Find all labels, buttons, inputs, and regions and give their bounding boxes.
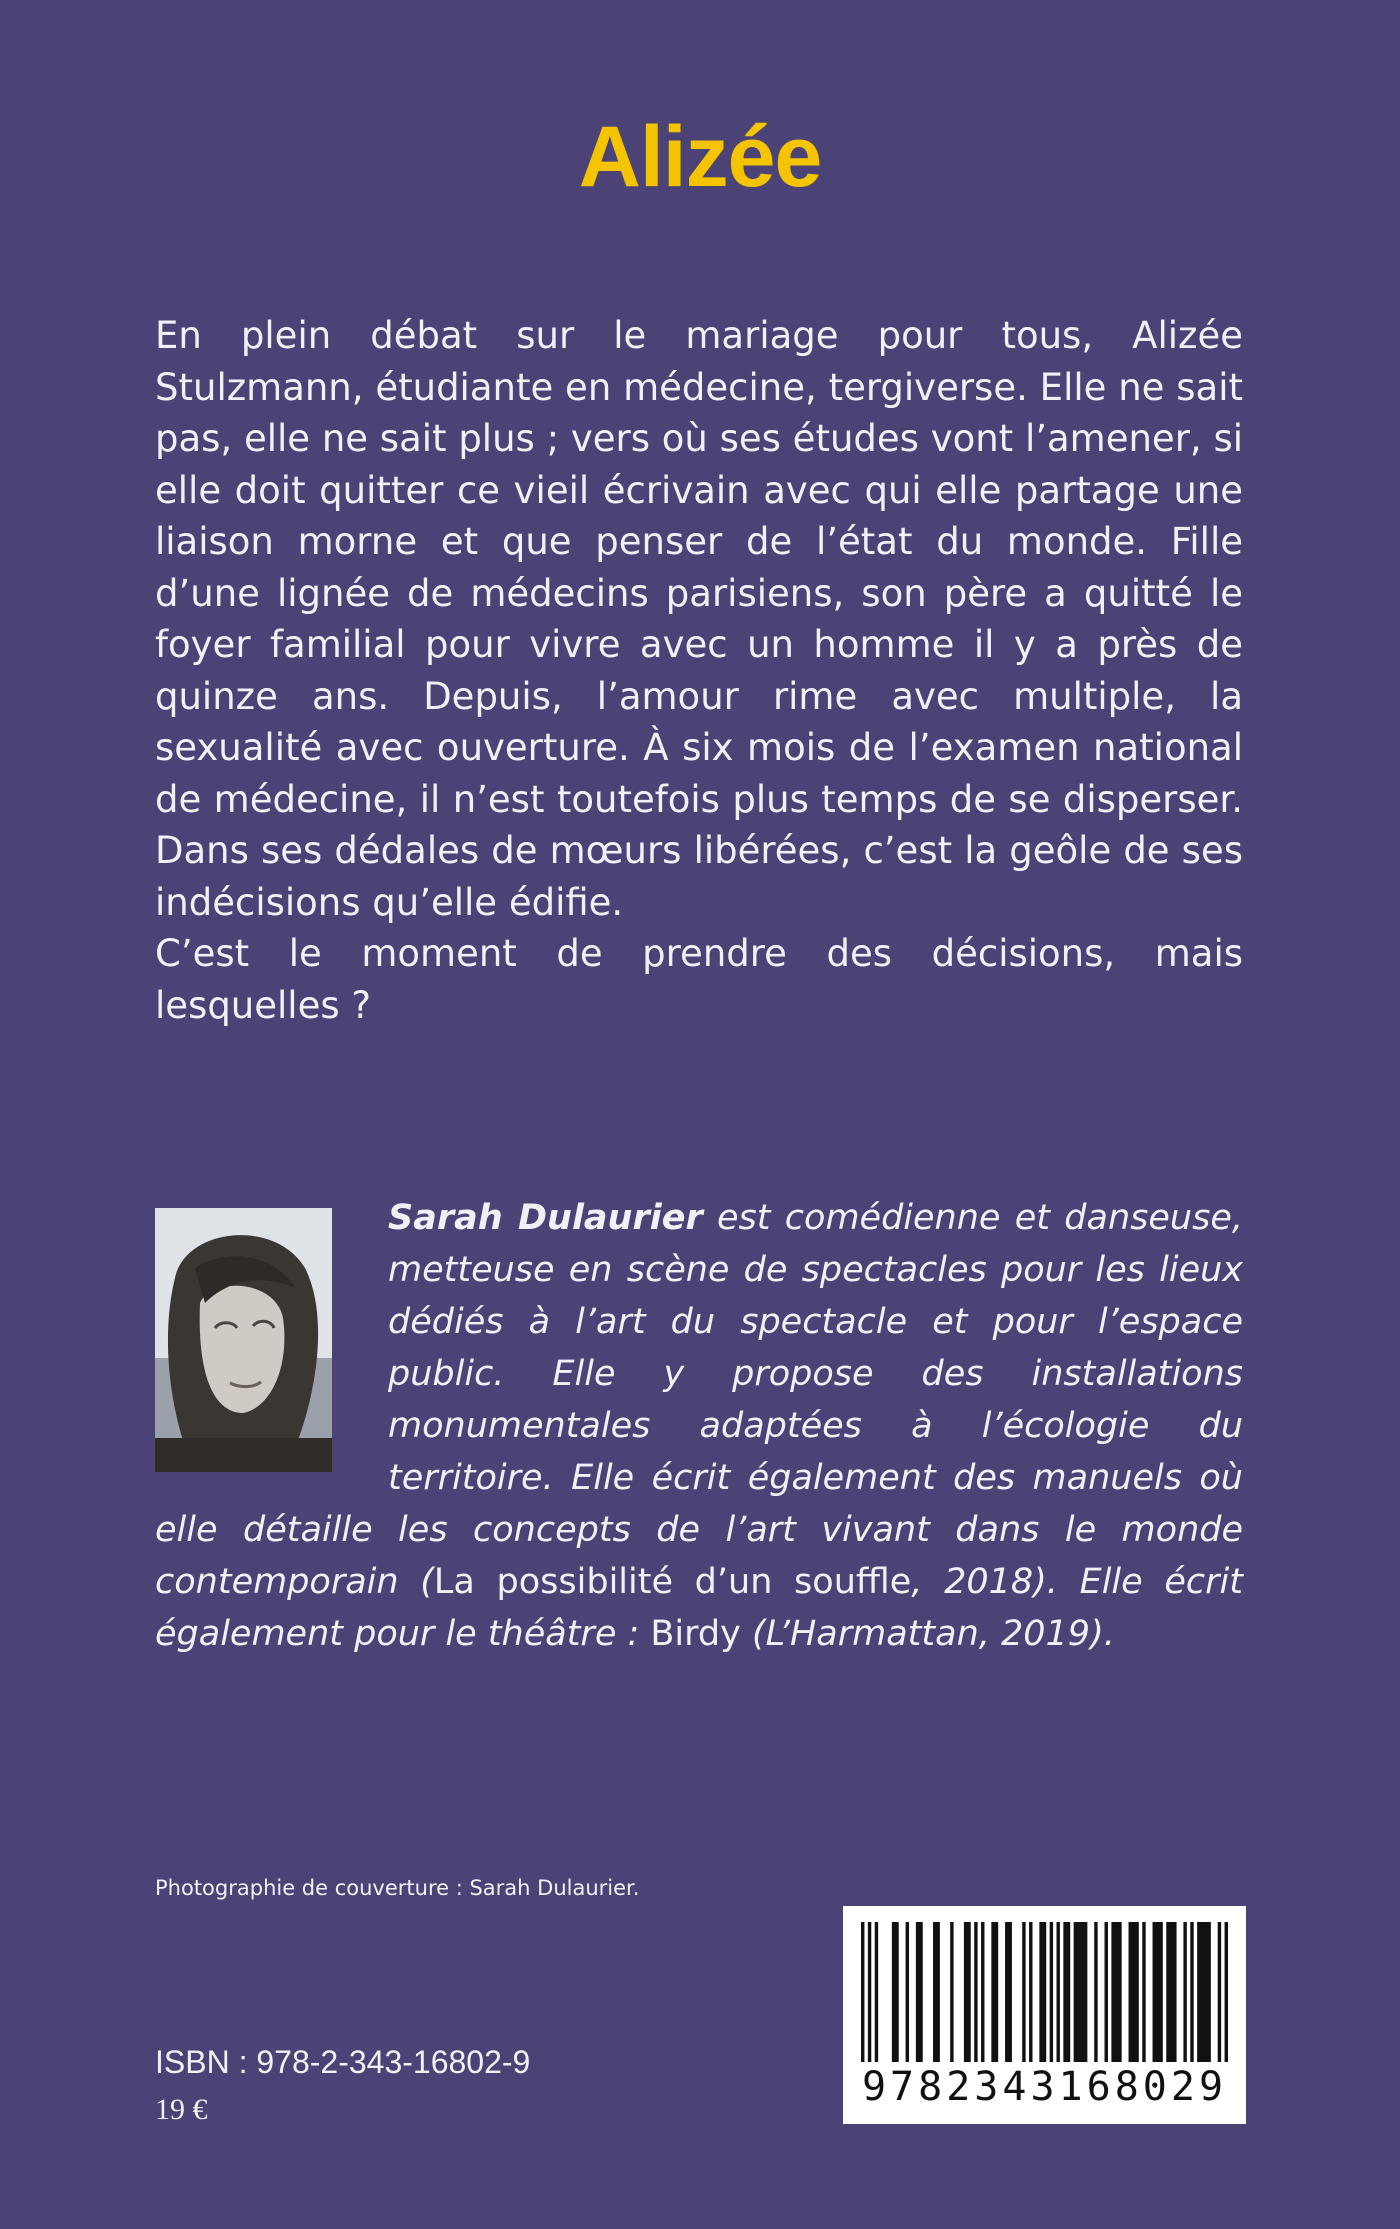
barcode-bar (1153, 1922, 1163, 2062)
barcode-bar (861, 1922, 864, 2062)
barcode-bars (861, 1922, 1228, 2062)
back-cover-blurb (155, 310, 1243, 1031)
barcode-bar (974, 1922, 977, 2062)
author-photo (155, 1208, 332, 1472)
bio-work-title: La possibilité d’un souffle (433, 1562, 912, 1602)
barcode-bar (916, 1922, 923, 2062)
barcode-bar (1005, 1922, 1012, 2062)
photo-credit: Photographie de couverture : Sarah Dulaurier. (155, 1876, 640, 1900)
barcode-bar (1063, 1922, 1070, 2062)
barcode-bar (1022, 1922, 1025, 2062)
barcode-bar (892, 1922, 899, 2062)
barcode-bar (964, 1922, 971, 2062)
author-name: Sarah Dulaurier (388, 1198, 703, 1238)
barcode-bar (1225, 1922, 1228, 2062)
bio-text: est comédienne et danseuse, metteuse en scène de spectacles pour les lieux dédiés à l’art du spectacle et pour l’espace public. Elle y propose des installations monumentales adaptées à l’écologie du territoire. Elle écrit également des manuels où elle détaille les concepts de l’art vivant dans le monde contemporain ( (155, 1198, 1243, 1602)
blurb-closing-question: C’est le moment de prendre des décisions, mais lesquelles ? (155, 932, 1243, 1027)
book-title: Alizée (578, 109, 822, 205)
barcode-bar (1197, 1922, 1211, 2062)
price: 19 € (155, 2093, 208, 2126)
barcode-bar (1218, 1922, 1221, 2062)
barcode-bar (1183, 1922, 1186, 2062)
barcode-bar (868, 1922, 871, 2062)
blurb-paragraph: En plein débat sur le mariage pour tous, Alizée Stulzmann, étudiante en médecine, tergiverse. Elle ne sait pas, elle ne sait plus ; vers où ses études vont l’amener, si elle doit quitter ce vieil écrivain avec qui elle partage une liaison morne et que penser de l’état du monde. Fille d’une lignée de médecins parisiens, son père a quitté le foyer familial pour vivre avec un homme il y a près de quinze ans. Depuis, l’amour rime avec multiple, la sexualité avec ouverture. À six mois de l’examen national de médecine, il n’est toutefois plus temps de se disperser. Dans ses dédales de mœurs libérées, c’est la geôle de ses indécisions qu’elle édifie. (155, 314, 1243, 924)
barcode-bar (1142, 1922, 1145, 2062)
barcode (843, 1906, 1246, 2124)
barcode-bar (950, 1922, 953, 2062)
barcode-bar (981, 1922, 984, 2062)
barcode-digits: 9782343168029 (861, 2064, 1228, 2110)
author-bio (155, 1192, 1243, 1660)
barcode-bar (1129, 1922, 1139, 2062)
barcode-bar (1050, 1922, 1053, 2062)
bio-text: (L’Harmattan, 2019). (740, 1614, 1115, 1654)
barcode-bar (1166, 1922, 1176, 2062)
barcode-bar (1094, 1922, 1097, 2062)
barcode-bar (933, 1922, 940, 2062)
barcode-bar (1074, 1922, 1088, 2062)
barcode-bar (1111, 1922, 1121, 2062)
barcode-bar (991, 1922, 998, 2062)
barcode-bar (1057, 1922, 1060, 2062)
barcode-bar (1029, 1922, 1032, 2062)
barcode-bar (906, 1922, 909, 2062)
barcode-bar (1190, 1922, 1193, 2062)
bio-text: , 2018). Elle écrit également pour le théâtre : (155, 1562, 1243, 1654)
barcode-bar (1105, 1922, 1108, 2062)
barcode-bar (1039, 1922, 1046, 2062)
bio-work-title: Birdy (650, 1614, 741, 1654)
barcode-bar (875, 1922, 878, 2062)
isbn: ISBN : 978-2-343-16802-9 (155, 2044, 531, 2080)
